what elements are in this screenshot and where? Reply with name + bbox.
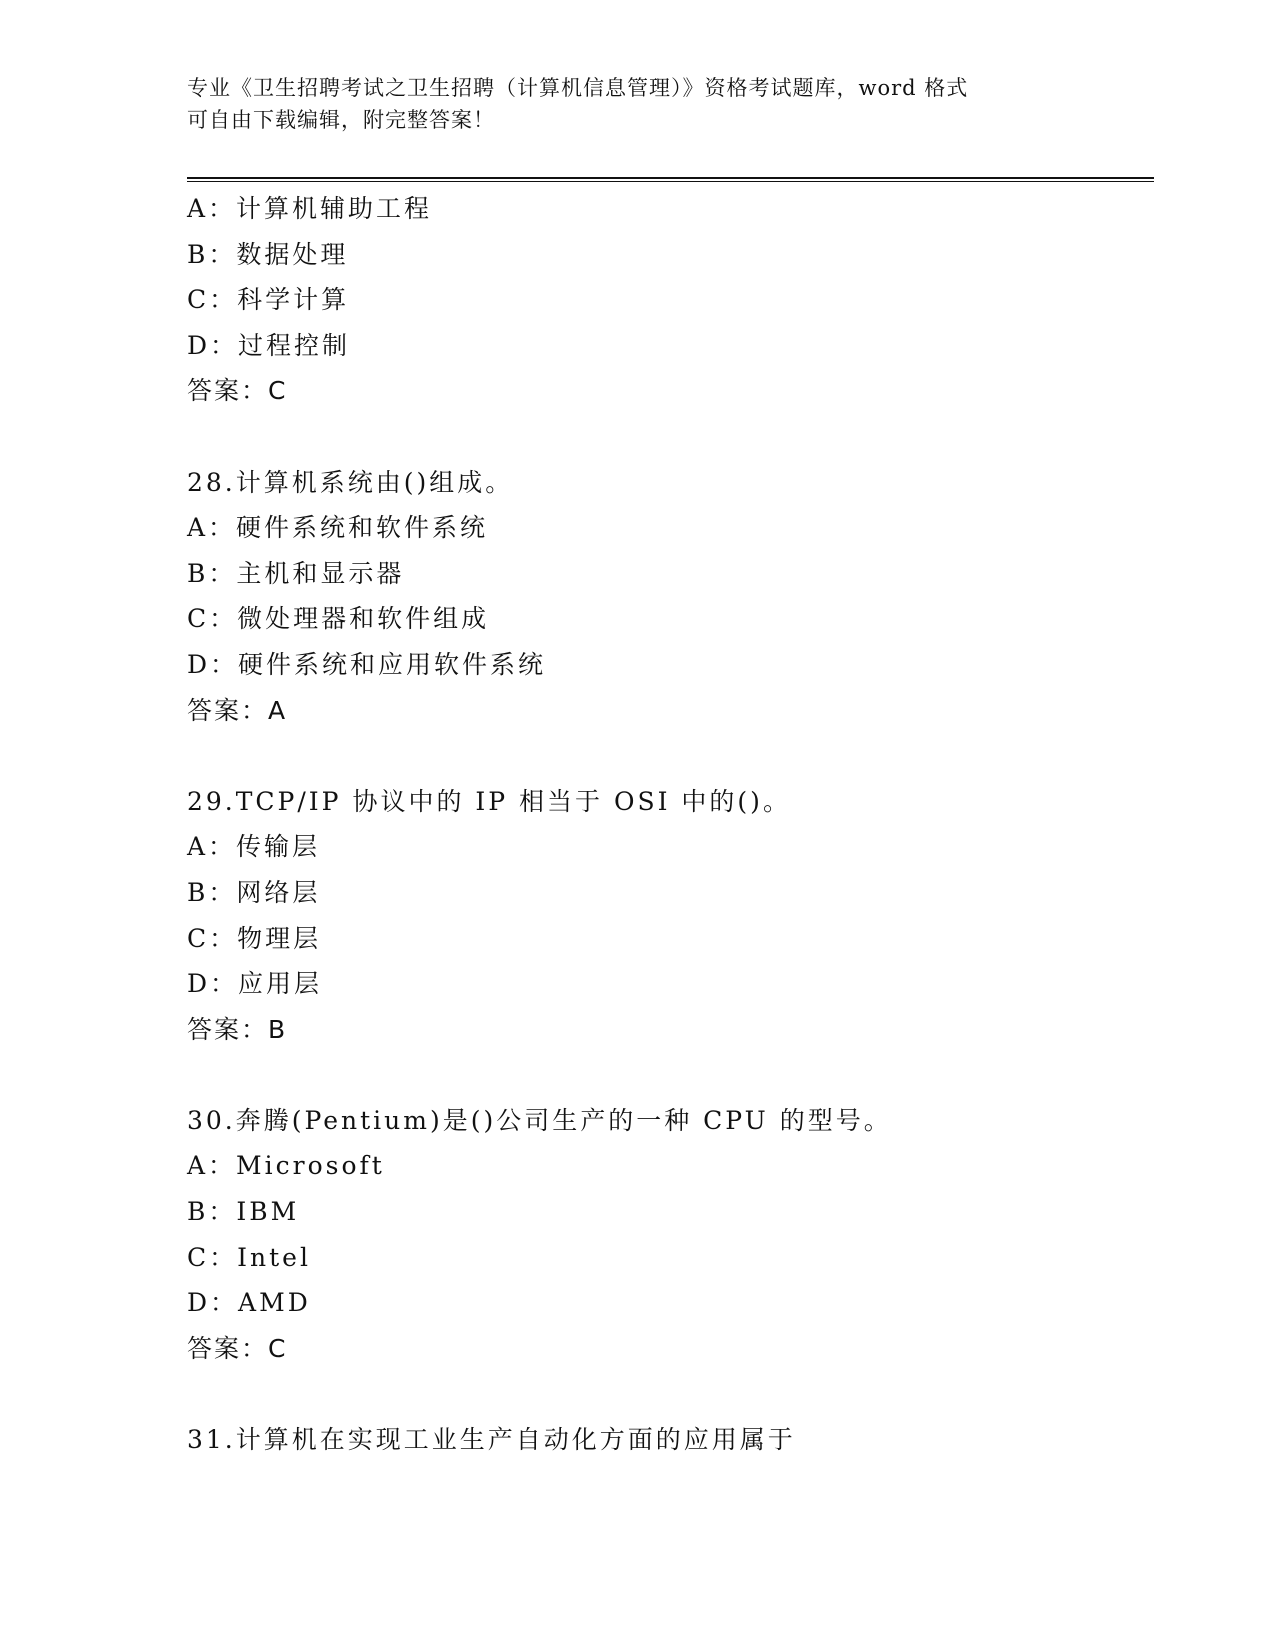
- q30-option-a: A：Microsoft: [187, 1151, 385, 1181]
- q28-question: 28.计算机系统由()组成。: [187, 467, 514, 497]
- spacer: [187, 414, 1147, 460]
- header-line-2: 可自由下载编辑，附完整答案！: [187, 108, 495, 132]
- q29-option-a: A：传输层: [187, 832, 321, 862]
- q27-option-b: B：数据处理: [187, 239, 349, 269]
- q28-option-a: A：硬件系统和软件系统: [187, 513, 489, 543]
- q27-option-d: D：过程控制: [187, 330, 351, 360]
- q29-option-b: B：网络层: [187, 877, 321, 907]
- q29-option-c: C：物理层: [187, 923, 322, 953]
- q29-option-d: D：应用层: [187, 969, 323, 999]
- q30-question: 30.奔腾(Pentium)是()公司生产的一种 CPU 的型号。: [187, 1105, 892, 1135]
- q29-answer: 答案：B: [187, 1014, 288, 1044]
- q30-option-c: C：Intel: [187, 1242, 311, 1272]
- q27-answer: 答案：C: [187, 376, 288, 406]
- q29-question: 29.TCP/IP 协议中的 IP 相当于 OSI 中的()。: [187, 786, 791, 816]
- q28-option-b: B：主机和显示器: [187, 558, 405, 588]
- spacer: [187, 1052, 1147, 1098]
- header-line-1: 专业《卫生招聘考试之卫生招聘（计算机信息管理）》资格考试题库，word 格式: [187, 76, 969, 100]
- question-list: [187, 186, 1147, 1463]
- q27-option-c: C：科学计算: [187, 285, 350, 315]
- q27-option-a: A：计算机辅助工程: [187, 194, 433, 223]
- header-divider: [187, 177, 1154, 182]
- q28-option-c: C：微处理器和软件组成: [187, 604, 490, 634]
- q30-option-d: D：AMD: [187, 1288, 311, 1318]
- spacer: [187, 1371, 1147, 1417]
- q31-question: 31.计算机在实现工业生产自动化方面的应用属于: [187, 1425, 796, 1455]
- q28-option-d: D：硬件系统和应用软件系统: [187, 649, 547, 679]
- q30-answer: 答案：C: [187, 1333, 288, 1363]
- spacer: [187, 733, 1147, 779]
- q28-answer: 答案：A: [187, 695, 288, 725]
- q30-option-b: B：IBM: [187, 1197, 300, 1227]
- document-header: [187, 72, 1067, 136]
